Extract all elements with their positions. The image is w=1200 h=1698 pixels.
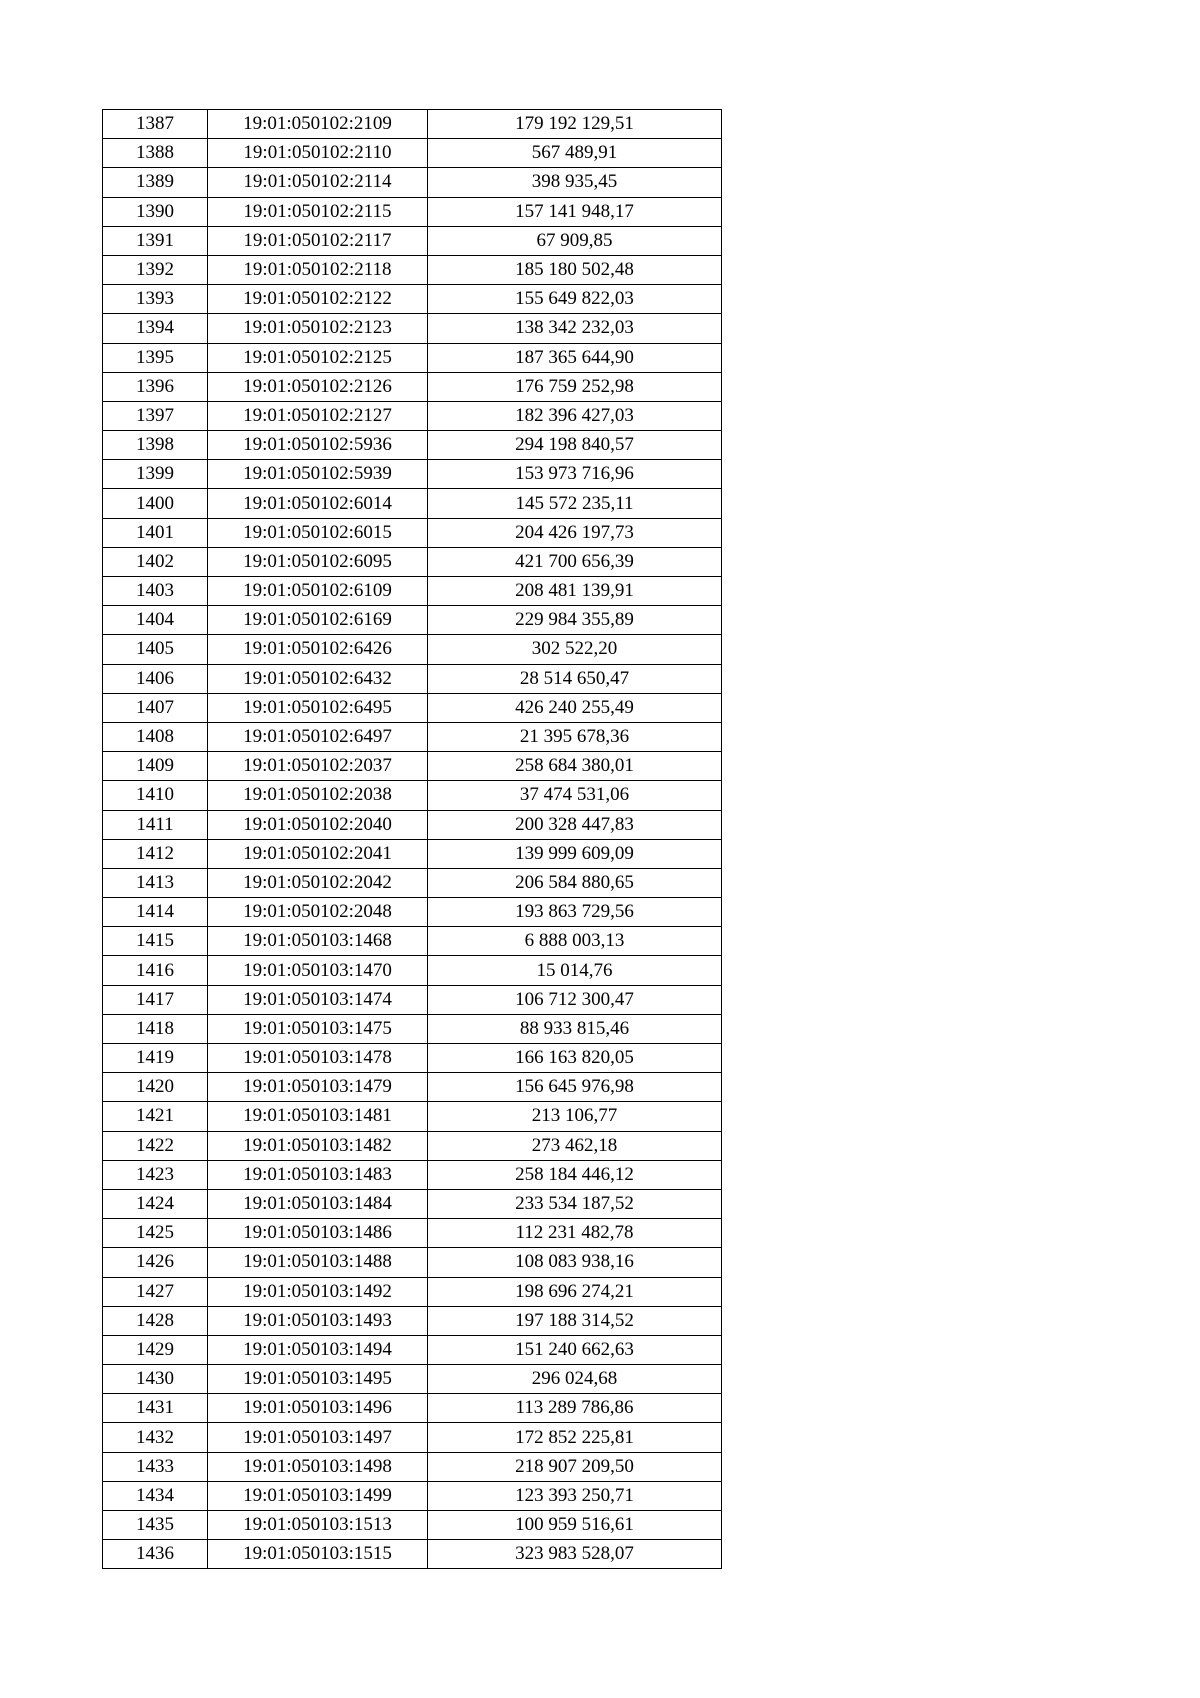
cadastral-number-cell: 19:01:050103:1484: [208, 1189, 428, 1218]
row-number-cell: 1424: [103, 1189, 208, 1218]
cadastral-number-cell: 19:01:050102:2110: [208, 139, 428, 168]
table-row: [103, 927, 722, 956]
cadastral-number-cell: 19:01:050102:2041: [208, 839, 428, 868]
cadastral-value-cell: 6 888 003,13: [428, 927, 722, 956]
cadastral-value-cell: 106 712 300,47: [428, 985, 722, 1014]
table-row: [103, 343, 722, 372]
cadastral-value-cell: 155 649 822,03: [428, 285, 722, 314]
cadastral-number-cell: 19:01:050102:2048: [208, 898, 428, 927]
row-number-cell: 1406: [103, 664, 208, 693]
table-row: [103, 1335, 722, 1364]
cadastral-number-cell: 19:01:050102:2127: [208, 401, 428, 430]
cadastral-value-cell: 100 959 516,61: [428, 1511, 722, 1540]
table-row: [103, 577, 722, 606]
table-body: [103, 110, 722, 1569]
cadastral-number-cell: 19:01:050102:2115: [208, 197, 428, 226]
cadastral-value-cell: 206 584 880,65: [428, 868, 722, 897]
row-number-cell: 1425: [103, 1219, 208, 1248]
row-number-cell: 1387: [103, 110, 208, 139]
cadastral-value-cell: 193 863 729,56: [428, 898, 722, 927]
cadastral-value-cell: 208 481 139,91: [428, 577, 722, 606]
table-row: [103, 1452, 722, 1481]
table-row: [103, 1044, 722, 1073]
row-number-cell: 1413: [103, 868, 208, 897]
table-row: [103, 547, 722, 576]
cadastral-number-cell: 19:01:050102:2126: [208, 372, 428, 401]
cadastral-value-cell: 273 462,18: [428, 1131, 722, 1160]
table-row: [103, 1306, 722, 1335]
table-row: [103, 168, 722, 197]
row-number-cell: 1395: [103, 343, 208, 372]
cadastral-number-cell: 19:01:050102:2117: [208, 226, 428, 255]
cadastral-value-cell: 67 909,85: [428, 226, 722, 255]
cadastral-number-cell: 19:01:050102:5939: [208, 460, 428, 489]
row-number-cell: 1435: [103, 1511, 208, 1540]
row-number-cell: 1417: [103, 985, 208, 1014]
cadastral-value-cell: 302 522,20: [428, 635, 722, 664]
row-number-cell: 1423: [103, 1160, 208, 1189]
row-number-cell: 1418: [103, 1014, 208, 1043]
cadastral-value-cell: 323 983 528,07: [428, 1540, 722, 1569]
table-row: [103, 606, 722, 635]
table-row: [103, 431, 722, 460]
row-number-cell: 1436: [103, 1540, 208, 1569]
cadastral-number-cell: 19:01:050103:1468: [208, 927, 428, 956]
row-number-cell: 1419: [103, 1044, 208, 1073]
cadastral-number-cell: 19:01:050102:2038: [208, 781, 428, 810]
row-number-cell: 1390: [103, 197, 208, 226]
cadastral-value-cell: 258 684 380,01: [428, 752, 722, 781]
cadastral-value-cell: 37 474 531,06: [428, 781, 722, 810]
row-number-cell: 1405: [103, 635, 208, 664]
row-number-cell: 1431: [103, 1394, 208, 1423]
row-number-cell: 1398: [103, 431, 208, 460]
cadastral-value-cell: 145 572 235,11: [428, 489, 722, 518]
table-row: [103, 985, 722, 1014]
row-number-cell: 1391: [103, 226, 208, 255]
table-row: [103, 110, 722, 139]
cadastral-number-cell: 19:01:050102:6169: [208, 606, 428, 635]
row-number-cell: 1426: [103, 1248, 208, 1277]
table-row: [103, 1131, 722, 1160]
cadastral-number-cell: 19:01:050102:2125: [208, 343, 428, 372]
table-row: [103, 752, 722, 781]
cadastral-number-cell: 19:01:050102:6014: [208, 489, 428, 518]
table-row: [103, 839, 722, 868]
cadastral-number-cell: 19:01:050102:6015: [208, 518, 428, 547]
cadastral-number-cell: 19:01:050103:1498: [208, 1452, 428, 1481]
row-number-cell: 1411: [103, 810, 208, 839]
cadastral-number-cell: 19:01:050103:1499: [208, 1481, 428, 1510]
row-number-cell: 1427: [103, 1277, 208, 1306]
row-number-cell: 1410: [103, 781, 208, 810]
cadastral-number-cell: 19:01:050102:6432: [208, 664, 428, 693]
cadastral-value-cell: 156 645 976,98: [428, 1073, 722, 1102]
cadastral-number-cell: 19:01:050102:5936: [208, 431, 428, 460]
row-number-cell: 1402: [103, 547, 208, 576]
table-row: [103, 401, 722, 430]
table-row: [103, 810, 722, 839]
cadastral-value-cell: 258 184 446,12: [428, 1160, 722, 1189]
row-number-cell: 1409: [103, 752, 208, 781]
cadastral-value-cell: 426 240 255,49: [428, 693, 722, 722]
row-number-cell: 1403: [103, 577, 208, 606]
cadastral-number-cell: 19:01:050103:1478: [208, 1044, 428, 1073]
cadastral-value-cell: 185 180 502,48: [428, 255, 722, 284]
cadastral-number-cell: 19:01:050102:2114: [208, 168, 428, 197]
cadastral-value-cell: 213 106,77: [428, 1102, 722, 1131]
row-number-cell: 1428: [103, 1306, 208, 1335]
row-number-cell: 1401: [103, 518, 208, 547]
cadastral-number-cell: 19:01:050102:6495: [208, 693, 428, 722]
row-number-cell: 1415: [103, 927, 208, 956]
cadastral-number-cell: 19:01:050102:2037: [208, 752, 428, 781]
table-row: [103, 1481, 722, 1510]
cadastral-number-cell: 19:01:050103:1470: [208, 956, 428, 985]
table-row: [103, 1540, 722, 1569]
cadastral-number-cell: 19:01:050103:1497: [208, 1423, 428, 1452]
cadastral-number-cell: 19:01:050103:1496: [208, 1394, 428, 1423]
cadastral-value-cell: 28 514 650,47: [428, 664, 722, 693]
row-number-cell: 1396: [103, 372, 208, 401]
cadastral-value-cell: 176 759 252,98: [428, 372, 722, 401]
cadastral-value-cell: 123 393 250,71: [428, 1481, 722, 1510]
table-row: [103, 693, 722, 722]
row-number-cell: 1394: [103, 314, 208, 343]
cadastral-value-cell: 151 240 662,63: [428, 1335, 722, 1364]
cadastral-number-cell: 19:01:050102:6109: [208, 577, 428, 606]
cadastral-number-cell: 19:01:050103:1482: [208, 1131, 428, 1160]
row-number-cell: 1416: [103, 956, 208, 985]
cadastral-number-cell: 19:01:050102:6426: [208, 635, 428, 664]
table-row: [103, 460, 722, 489]
cadastral-number-cell: 19:01:050103:1515: [208, 1540, 428, 1569]
cadastral-value-cell: 233 534 187,52: [428, 1189, 722, 1218]
cadastral-number-cell: 19:01:050102:2040: [208, 810, 428, 839]
row-number-cell: 1392: [103, 255, 208, 284]
cadastral-value-cell: 204 426 197,73: [428, 518, 722, 547]
cadastral-value-cell: 296 024,68: [428, 1365, 722, 1394]
cadastral-value-table: [102, 109, 722, 1569]
table-row: [103, 139, 722, 168]
cadastral-number-cell: 19:01:050103:1483: [208, 1160, 428, 1189]
row-number-cell: 1433: [103, 1452, 208, 1481]
table-row: [103, 1102, 722, 1131]
table-row: [103, 518, 722, 547]
row-number-cell: 1422: [103, 1131, 208, 1160]
cadastral-number-cell: 19:01:050103:1488: [208, 1248, 428, 1277]
table-row: [103, 372, 722, 401]
cadastral-number-cell: 19:01:050103:1495: [208, 1365, 428, 1394]
row-number-cell: 1404: [103, 606, 208, 635]
cadastral-value-cell: 172 852 225,81: [428, 1423, 722, 1452]
cadastral-value-cell: 187 365 644,90: [428, 343, 722, 372]
row-number-cell: 1393: [103, 285, 208, 314]
cadastral-value-cell: 421 700 656,39: [428, 547, 722, 576]
cadastral-value-cell: 197 188 314,52: [428, 1306, 722, 1335]
cadastral-number-cell: 19:01:050103:1486: [208, 1219, 428, 1248]
cadastral-value-cell: 112 231 482,78: [428, 1219, 722, 1248]
row-number-cell: 1412: [103, 839, 208, 868]
row-number-cell: 1400: [103, 489, 208, 518]
cadastral-number-cell: 19:01:050103:1493: [208, 1306, 428, 1335]
row-number-cell: 1408: [103, 722, 208, 751]
table-row: [103, 255, 722, 284]
cadastral-number-cell: 19:01:050103:1475: [208, 1014, 428, 1043]
table-row: [103, 489, 722, 518]
table-row: [103, 1394, 722, 1423]
table-row: [103, 1365, 722, 1394]
table-row: [103, 1073, 722, 1102]
cadastral-value-cell: 157 141 948,17: [428, 197, 722, 226]
cadastral-value-cell: 88 933 815,46: [428, 1014, 722, 1043]
row-number-cell: 1420: [103, 1073, 208, 1102]
cadastral-number-cell: 19:01:050103:1494: [208, 1335, 428, 1364]
cadastral-value-cell: 200 328 447,83: [428, 810, 722, 839]
cadastral-value-cell: 153 973 716,96: [428, 460, 722, 489]
row-number-cell: 1432: [103, 1423, 208, 1452]
cadastral-number-cell: 19:01:050102:2109: [208, 110, 428, 139]
row-number-cell: 1434: [103, 1481, 208, 1510]
table-row: [103, 1248, 722, 1277]
table-row: [103, 197, 722, 226]
cadastral-value-cell: 166 163 820,05: [428, 1044, 722, 1073]
cadastral-number-cell: 19:01:050103:1479: [208, 1073, 428, 1102]
cadastral-value-cell: 182 396 427,03: [428, 401, 722, 430]
table-row: [103, 226, 722, 255]
table-row: [103, 1160, 722, 1189]
table-row: [103, 1511, 722, 1540]
cadastral-value-cell: 294 198 840,57: [428, 431, 722, 460]
cadastral-value-cell: 218 907 209,50: [428, 1452, 722, 1481]
row-number-cell: 1399: [103, 460, 208, 489]
cadastral-number-cell: 19:01:050103:1492: [208, 1277, 428, 1306]
cadastral-value-cell: 138 342 232,03: [428, 314, 722, 343]
cadastral-number-cell: 19:01:050102:6095: [208, 547, 428, 576]
cadastral-value-cell: 15 014,76: [428, 956, 722, 985]
cadastral-value-cell: 21 395 678,36: [428, 722, 722, 751]
table-row: [103, 956, 722, 985]
table-row: [103, 1423, 722, 1452]
row-number-cell: 1414: [103, 898, 208, 927]
table-row: [103, 664, 722, 693]
cadastral-number-cell: 19:01:050102:2123: [208, 314, 428, 343]
table-row: [103, 1277, 722, 1306]
cadastral-value-cell: 198 696 274,21: [428, 1277, 722, 1306]
cadastral-value-cell: 229 984 355,89: [428, 606, 722, 635]
cadastral-number-cell: 19:01:050102:2118: [208, 255, 428, 284]
table-row: [103, 635, 722, 664]
table-row: [103, 868, 722, 897]
cadastral-number-cell: 19:01:050103:1481: [208, 1102, 428, 1131]
row-number-cell: 1407: [103, 693, 208, 722]
cadastral-value-cell: 398 935,45: [428, 168, 722, 197]
cadastral-number-cell: 19:01:050102:6497: [208, 722, 428, 751]
cadastral-number-cell: 19:01:050103:1474: [208, 985, 428, 1014]
table-row: [103, 722, 722, 751]
cadastral-number-cell: 19:01:050103:1513: [208, 1511, 428, 1540]
table-row: [103, 314, 722, 343]
row-number-cell: 1388: [103, 139, 208, 168]
row-number-cell: 1430: [103, 1365, 208, 1394]
cadastral-value-cell: 139 999 609,09: [428, 839, 722, 868]
table-row: [103, 898, 722, 927]
cadastral-value-cell: 108 083 938,16: [428, 1248, 722, 1277]
row-number-cell: 1397: [103, 401, 208, 430]
table-row: [103, 1014, 722, 1043]
cadastral-value-cell: 113 289 786,86: [428, 1394, 722, 1423]
cadastral-number-cell: 19:01:050102:2122: [208, 285, 428, 314]
table-row: [103, 1219, 722, 1248]
table-row: [103, 781, 722, 810]
cadastral-value-cell: 567 489,91: [428, 139, 722, 168]
table-row: [103, 1189, 722, 1218]
cadastral-number-cell: 19:01:050102:2042: [208, 868, 428, 897]
table-row: [103, 285, 722, 314]
row-number-cell: 1429: [103, 1335, 208, 1364]
row-number-cell: 1389: [103, 168, 208, 197]
cadastral-value-cell: 179 192 129,51: [428, 110, 722, 139]
row-number-cell: 1421: [103, 1102, 208, 1131]
